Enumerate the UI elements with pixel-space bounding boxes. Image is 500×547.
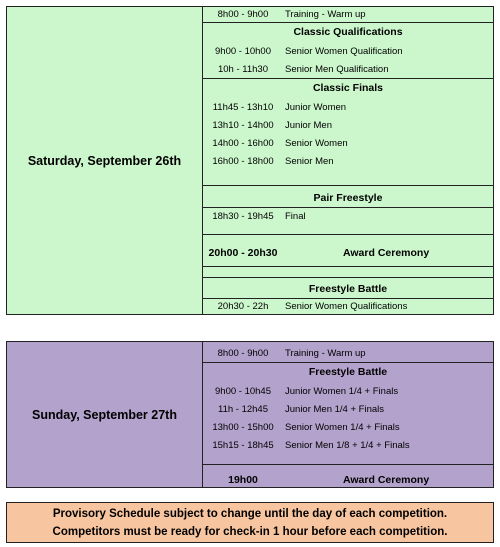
event-description: Training - Warm up xyxy=(285,348,366,359)
notice-line-2: Competitors must be ready for check-in 1 hour before each competition. xyxy=(52,526,448,538)
schedule-row xyxy=(203,43,493,61)
schedule-row xyxy=(203,208,493,226)
schedule-notice xyxy=(6,502,494,543)
event-description: Senior Men Qualification xyxy=(285,64,389,75)
saturday-schedule xyxy=(6,6,494,315)
schedule-row xyxy=(203,401,493,419)
schedule-row xyxy=(203,61,493,79)
time-slot: 8h00 - 9h00 xyxy=(217,348,269,359)
schedule-row xyxy=(203,153,493,171)
time-slot: 18h30 - 19h45 xyxy=(212,211,274,222)
time-slot: 9h00 - 10h00 xyxy=(215,46,271,57)
event-description: Senior Women Qualifications xyxy=(285,301,408,312)
event-description: Junior Men 1/4 + Finals xyxy=(285,404,385,415)
session-header: Freestyle Battle xyxy=(308,283,388,295)
time-slot: 16h00 - 18h00 xyxy=(212,156,274,167)
award-row xyxy=(203,471,493,489)
notice-line-1: Provisory Schedule subject to change until the day of each competition. xyxy=(52,508,448,520)
event-description: Senior Men xyxy=(285,156,334,167)
schedule-row xyxy=(203,7,493,23)
session-header: Pair Freestyle xyxy=(313,192,383,204)
time-slot: 8h00 - 9h00 xyxy=(217,9,269,20)
event-description: Junior Men xyxy=(285,120,332,131)
schedule-row xyxy=(203,99,493,117)
time-slot: 11h - 12h45 xyxy=(217,404,268,415)
row-divider xyxy=(203,266,493,267)
schedule-row xyxy=(203,299,493,315)
schedule-row xyxy=(203,419,493,437)
session-header: Freestyle Battle xyxy=(308,366,388,378)
event-description: Award Ceremony xyxy=(343,247,430,259)
award-row xyxy=(203,244,493,262)
time-slot: 10h - 11h30 xyxy=(217,64,268,75)
event-description: Junior Women xyxy=(285,102,347,113)
schedule-row xyxy=(203,346,493,362)
row-divider xyxy=(203,277,493,278)
time-slot: 19h00 xyxy=(228,474,258,486)
time-slot: 20h30 - 22h xyxy=(217,301,269,312)
event-description: Senior Women Qualification xyxy=(285,46,403,57)
event-description: Junior Women 1/4 + Finals xyxy=(285,386,399,397)
time-slot: 20h00 - 20h30 xyxy=(208,247,278,259)
schedule-row xyxy=(203,117,493,135)
row-divider xyxy=(203,185,493,186)
event-description: Senior Women 1/4 + Finals xyxy=(285,422,400,433)
schedule-row xyxy=(203,437,493,455)
schedule-row xyxy=(203,135,493,153)
saturday-day-label: Saturday, September 26th xyxy=(7,7,203,314)
time-slot: 15h15 - 18h45 xyxy=(212,440,274,451)
time-slot: 14h00 - 16h00 xyxy=(212,138,274,149)
event-description: Training - Warm up xyxy=(285,9,366,20)
sunday-day-label: Sunday, September 27th xyxy=(7,342,203,487)
event-description: Senior Men 1/8 + 1/4 + Finals xyxy=(285,440,410,451)
time-slot: 13h00 - 15h00 xyxy=(212,422,274,433)
schedule-row xyxy=(203,383,493,401)
event-description: Senior Women xyxy=(285,138,348,149)
time-slot: 9h00 - 10h45 xyxy=(215,386,271,397)
session-header: Classic Qualifications xyxy=(293,26,403,38)
row-divider xyxy=(203,234,493,235)
sunday-schedule xyxy=(6,341,494,488)
session-header: Classic Finals xyxy=(312,82,384,94)
event-description: Final xyxy=(285,211,306,222)
event-description: Award Ceremony xyxy=(343,474,430,486)
row-divider xyxy=(203,464,493,465)
time-slot: 11h45 - 13h10 xyxy=(212,102,274,113)
time-slot: 13h10 - 14h00 xyxy=(212,120,274,131)
